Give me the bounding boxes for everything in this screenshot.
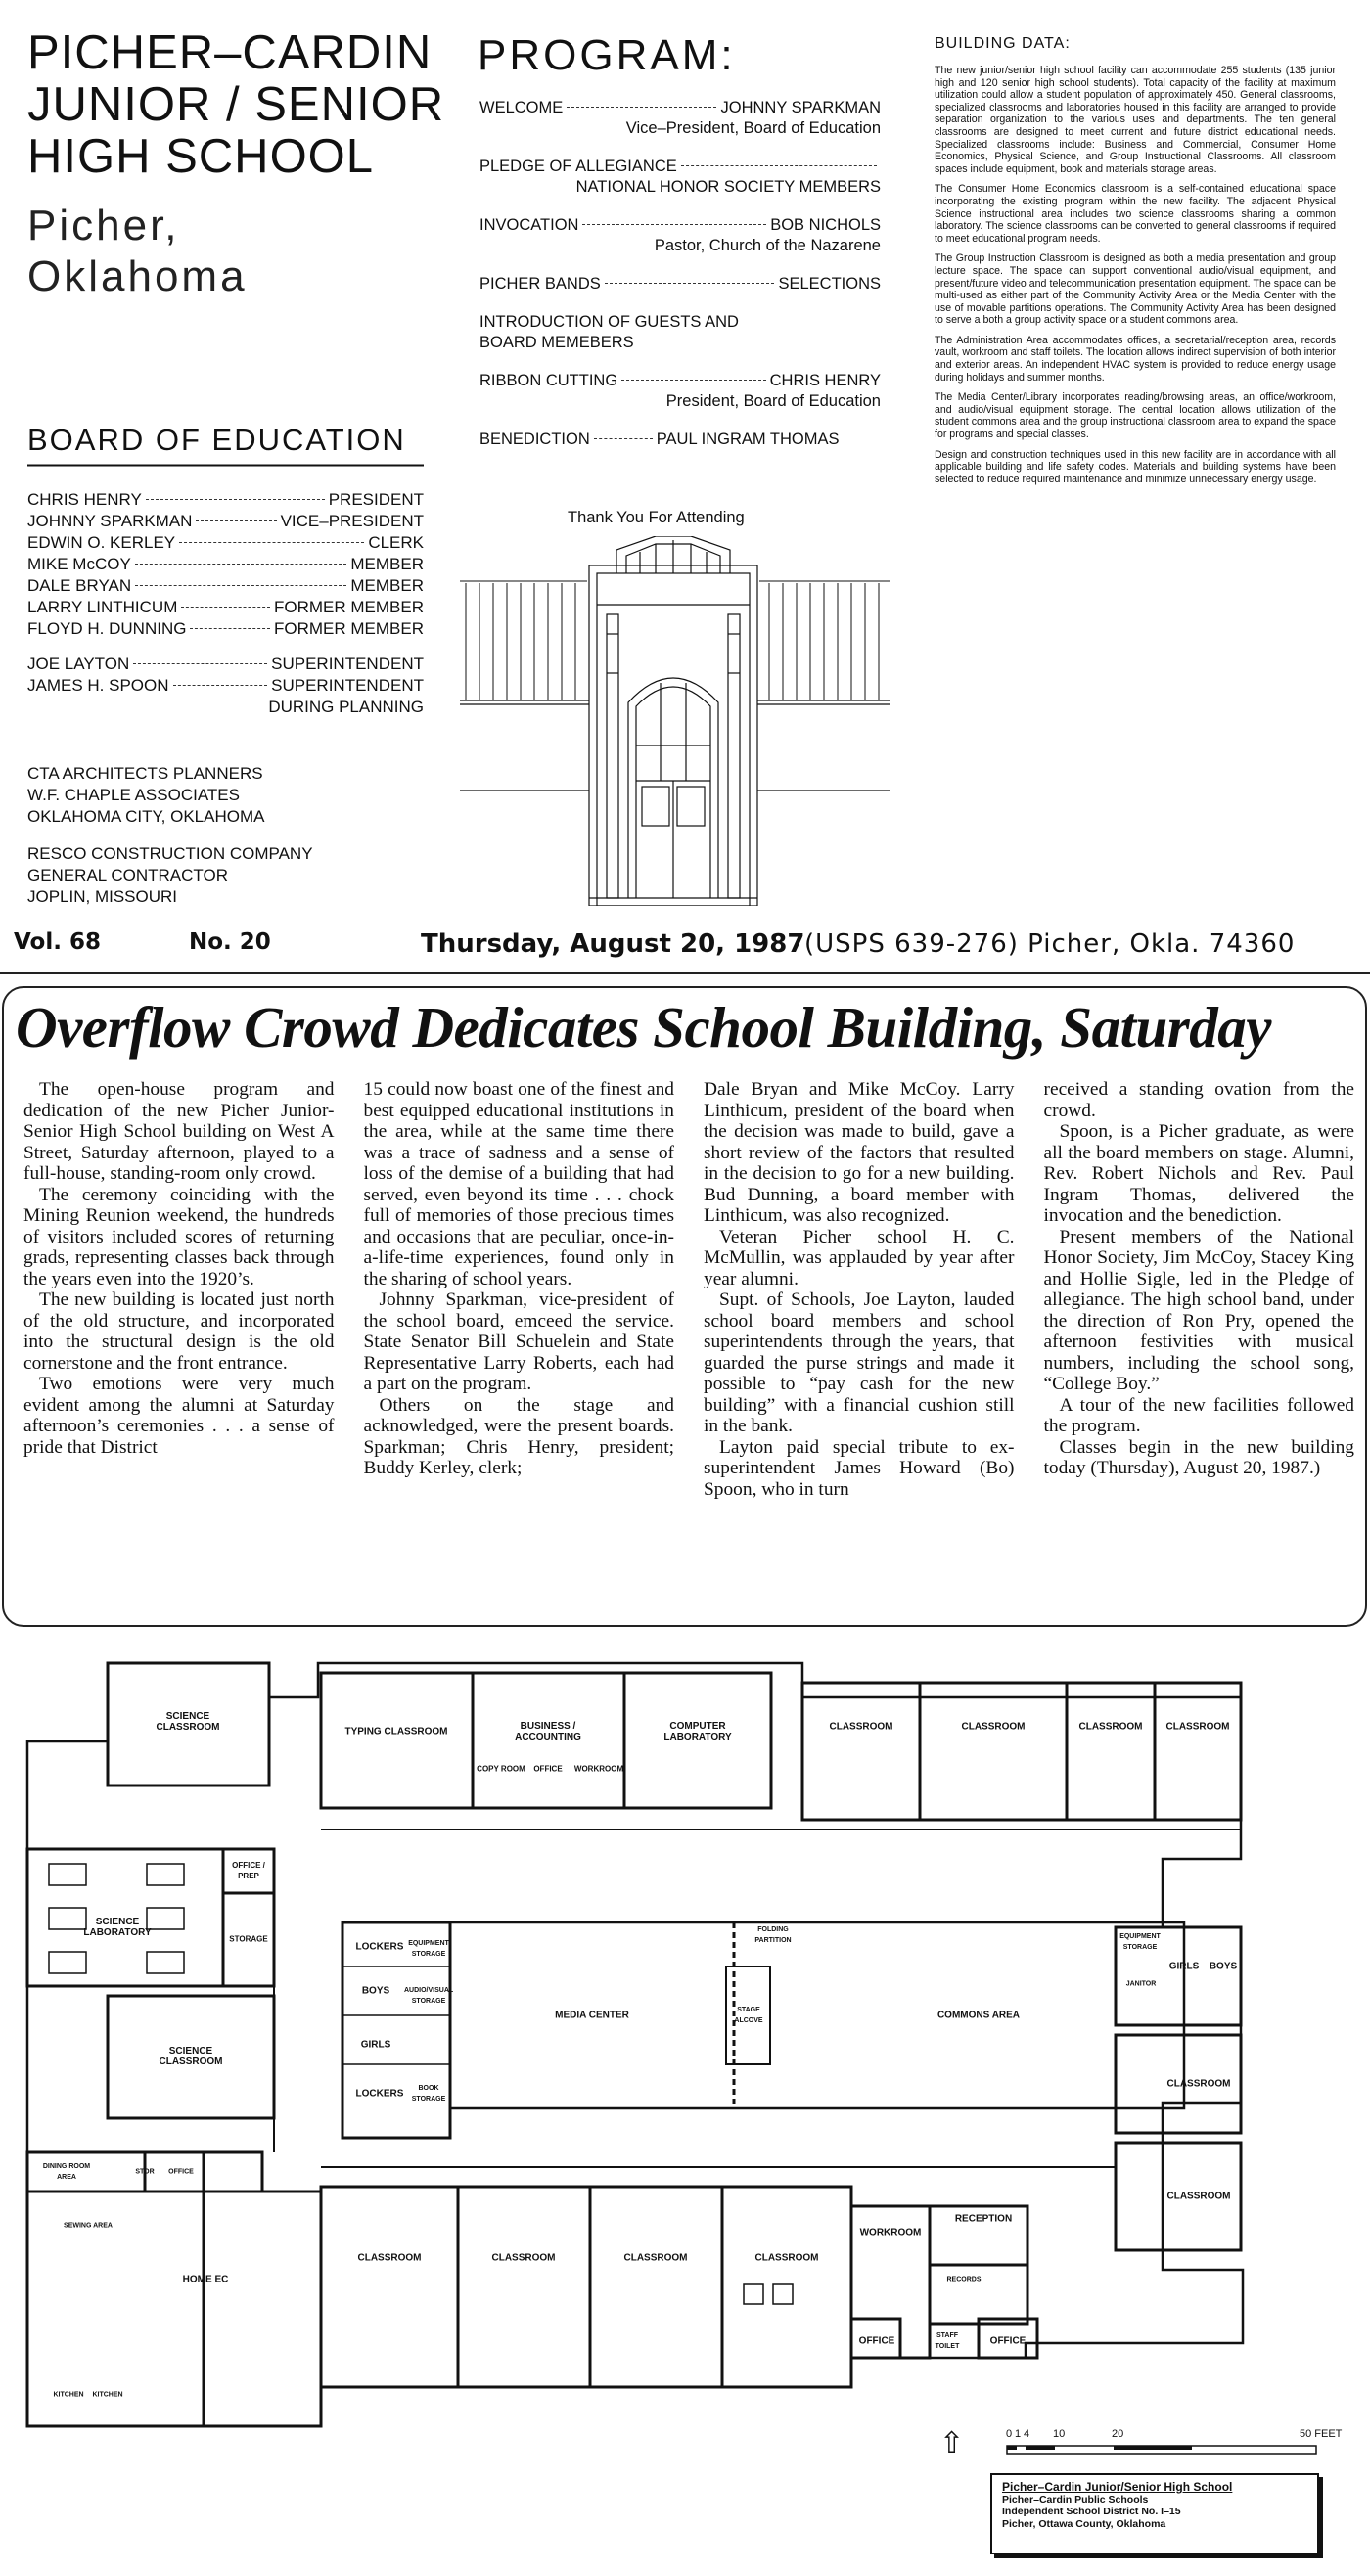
room-label: BOYS — [361, 1985, 390, 1997]
volume-number: Vol. 68 — [14, 929, 101, 955]
room-label: LOCKERS — [355, 2088, 404, 2100]
room-label: SCIENCE CLASSROOM — [159, 2046, 223, 2067]
superintendent-role: SUPERINTENDENT — [271, 676, 424, 695]
room-label: WORKROOM — [859, 2227, 922, 2238]
member-name: LARRY LINTHICUM — [27, 598, 178, 616]
program-item-sub: BOARD MEMEBERS — [480, 334, 634, 351]
credit-line: W.F. CHAPLE ASSOCIATES — [27, 786, 240, 804]
room-label: OFFICE / PREP — [232, 1861, 265, 1880]
program-item-label: BENEDICTION — [480, 430, 590, 448]
program-item-label: INVOCATION — [480, 216, 579, 234]
scale-tick: 1 — [1015, 2428, 1022, 2440]
member-role: FORMER MEMBER — [274, 619, 424, 638]
program-item-label: PLEDGE OF ALLEGIANCE — [480, 158, 677, 175]
room-label: KITCHEN — [92, 2391, 123, 2399]
credit-line: RESCO CONSTRUCTION COMPANY — [27, 844, 313, 863]
building-data-text — [935, 65, 1336, 493]
scale-tick: 0 — [1006, 2428, 1013, 2440]
room-label: TYPING CLASSROOM — [344, 1726, 448, 1738]
superintendent-name: JAMES H. SPOON — [27, 676, 169, 695]
room-label: HOME EC — [182, 2274, 229, 2285]
scale-tick: 10 — [1053, 2428, 1066, 2440]
article-paragraph: Classes begin in the new building today (Thursday), August 20, 1987.) — [1043, 1436, 1354, 1478]
credit-line: OKLAHOMA CITY, OKLAHOMA — [27, 807, 265, 826]
superintendents-list — [27, 654, 424, 718]
room-label: KITCHEN — [53, 2391, 84, 2399]
masthead-rule — [0, 972, 1370, 974]
member-name: FLOYD H. DUNNING — [27, 619, 187, 638]
building-data-paragraph: The new junior/senior high school facility can accommodate 255 students (135 junior high and 120 senior high school students). Total capacity of the facility at maximum utilization could allow a student population of approximately 450. General classrooms, specialized classrooms and laboratories housed in this facility are arranged to provide separation organization to the various uses and departments. The ten general classrooms are designed to meet current and future district educational needs. Specialized classrooms include: Business and Commercial, Consumer Home Economics, Physical Science, and Group Instructional Classrooms. All classroom spaces include equipment, book and materials storage areas. — [935, 65, 1336, 175]
member-name: EDWIN O. KERLEY — [27, 533, 176, 552]
building-data-heading: BUILDING DATA: — [935, 35, 1071, 52]
board-member-row — [27, 489, 424, 511]
room-label: COMMONS AREA — [936, 2010, 1021, 2021]
member-role: CLERK — [368, 533, 424, 552]
credit-line: GENERAL CONTRACTOR — [27, 866, 228, 884]
program-item — [480, 371, 881, 412]
usps-line: (USPS 639-276) Picher, Okla. 74360 — [804, 929, 1296, 959]
program-list — [480, 98, 881, 468]
member-name: MIKE McCOY — [27, 555, 131, 573]
article-column — [1044, 1079, 1355, 1622]
room-label: JANITOR — [1125, 1980, 1157, 1988]
article-paragraph: Others on the stage and acknowledged, were the present boards. Sparkman; Chris Henry, president; Buddy Kerley, clerk; — [363, 1394, 674, 1478]
school-title-line: JUNIOR / SENIOR — [27, 78, 445, 131]
room-label: CLASSROOM — [357, 2252, 422, 2264]
room-label: RECEPTION — [954, 2213, 1013, 2225]
room-label: COPY ROOM — [477, 1764, 525, 1774]
plan-title-block — [990, 2473, 1319, 2554]
room-label: EQUIPMENT STORAGE — [1119, 1933, 1161, 1951]
room-label: SCIENCE CLASSROOM — [156, 1711, 220, 1733]
article-column — [23, 1079, 335, 1622]
issue-number: No. 20 — [189, 929, 271, 955]
room-label: OFFICE — [858, 2335, 895, 2347]
member-role: PRESIDENT — [328, 490, 424, 509]
program-item-person: CHRIS HENRY — [769, 372, 881, 389]
room-label: STAFF TOILET — [935, 2332, 960, 2350]
city-line: Picher, — [27, 202, 180, 249]
program-item-person: SELECTIONS — [778, 275, 881, 293]
program-item — [480, 98, 881, 139]
article-paragraph: Present members of the National Honor Society, Jim McCoy, Stacey King and Hollie Sigle, led in the Pledge of allegiance. The high school band, under the direction of Ron Pry, opened the afternoon festivities with musical numbers, including the school song, “College Boy.” — [1043, 1226, 1354, 1394]
school-title — [27, 27, 444, 183]
title-block-line: Picher–Cardin Junior/Senior High School — [1002, 2480, 1233, 2494]
room-label: DINING ROOM AREA — [42, 2163, 91, 2181]
article-paragraph: Supt. of Schools, Joe Layton, lauded school board members and school superintendents through the years, that guarded the purse strings and made it possible to “pay cash for the new building” with a financial cushion still in the bank. — [704, 1289, 1015, 1436]
room-label: SEWING AREA — [64, 2222, 113, 2230]
program-item-person: BOB NICHOLS — [770, 216, 881, 234]
article-paragraph: The new building is located just north of the old structure, and incorporated into the structural design is the old cornerstone and the front entrance. — [23, 1289, 335, 1374]
program-item-person: JOHNNY SPARKMAN — [720, 99, 881, 116]
room-label: OFFICE — [989, 2335, 1027, 2347]
title-block-line: Picher–Cardin Public Schools — [1002, 2493, 1149, 2506]
room-label: MEDIA CENTER — [555, 2010, 629, 2021]
news-article — [2, 986, 1367, 1627]
article-paragraph: A tour of the new facilities followed the program. — [1043, 1394, 1354, 1436]
article-paragraph: Two emotions were very much evident among the alumni at Saturday afternoon’s ceremonies . . . a sense of pride that District — [23, 1374, 335, 1458]
article-paragraph: received a standing ovation from the crowd. — [1043, 1079, 1354, 1121]
room-label: FOLDING PARTITION — [754, 1926, 792, 1944]
building-data-paragraph: The Media Center/Library incorporates reading/browsing areas, an office/workroom, and audio/visual equipment storage. The central location allows utilization of the student commons area and the group instructional classroom area to expand the space for programs and special classes. — [935, 391, 1336, 441]
board-member-row — [27, 618, 424, 640]
room-label: GIRLS — [1168, 1961, 1200, 1972]
room-label: CLASSROOM — [491, 2252, 556, 2264]
article-paragraph: The ceremony coinciding with the Mining Reunion weekend, the hundreds of visitors included scores of returning grads, representing classes back through the years even into the 1920’s. — [23, 1184, 335, 1289]
room-label: STOR — [135, 2168, 155, 2176]
thank-you-note: Thank You For Attending — [568, 509, 745, 526]
article-paragraph: 15 could now boast one of the finest and best equipped educational institutions in the area, while at the same time there was a trace of sadness and a sense of loss of the demise of a building that had served, even beyond its time . . . chock full of memories of those precious times and occasions that are peculiar, once-in-a-life-time experiences, found only in the sharing of school years. — [363, 1079, 674, 1289]
scale-bar — [1006, 2444, 1319, 2456]
program-item-label: PICHER BANDS — [480, 275, 601, 293]
room-label: EQUIPMENT STORAGE — [408, 1940, 449, 1958]
article-paragraph: Spoon, is a Picher graduate, as were all the board members on stage. Alumni, Rev. Robert Nichols and Rev. Paul Ingram Thomas, delivered the invocation and the benediction. — [1043, 1121, 1354, 1226]
contractor-credit — [27, 843, 313, 908]
room-label: STAGE ALCOVE — [734, 2007, 763, 2024]
floor-plan — [0, 1644, 1370, 2576]
program-item-sub: NATIONAL HONOR SOCIETY MEMBERS — [575, 178, 881, 196]
school-title-line: PICHER–CARDIN — [27, 26, 433, 79]
article-paragraph: Johnny Sparkman, vice-president of the school board, emceed the service. State Senator Bill Schuelein and State Representative Larry Roberts, each had a part on the program. — [363, 1289, 674, 1394]
room-label: SCIENCE LABORATORY — [83, 1917, 152, 1938]
program-item-sub: Pastor, Church of the Nazarene — [654, 237, 881, 254]
program-item — [480, 312, 881, 353]
member-name: DALE BRYAN — [27, 576, 132, 595]
program-heading: PROGRAM: — [478, 31, 736, 79]
program-item-sub: Vice–President, Board of Education — [625, 119, 881, 137]
room-label: BUSINESS / ACCOUNTING — [515, 1721, 581, 1742]
article-columns — [23, 1079, 1354, 1622]
board-heading: BOARD OF EDUCATION — [27, 423, 406, 457]
superintendent-name: JOE LAYTON — [27, 655, 130, 673]
room-label: OFFICE — [533, 1764, 563, 1774]
room-label: LOCKERS — [355, 1941, 404, 1953]
member-role: MEMBER — [350, 555, 424, 573]
room-label: OFFICE — [168, 2168, 194, 2176]
school-title-line: HIGH SCHOOL — [27, 130, 375, 183]
title-block-line: Picher, Ottawa County, Oklahoma — [1002, 2517, 1166, 2530]
during-planning-note: DURING PLANNING — [268, 698, 424, 716]
program-item — [480, 157, 881, 198]
room-label: RECORDS — [946, 2276, 982, 2283]
floor-plan-drawing — [0, 1644, 1370, 2576]
superintendent-row — [27, 675, 424, 697]
building-data-paragraph: Design and construction techniques used in this new facility are in accordance with all applicable building and life safety codes. Materials and building systems have been selected to reduce required maintenance and minimize unnecessary energy usage. — [935, 448, 1336, 485]
credit-line: JOPLIN, MISSOURI — [27, 887, 178, 906]
member-role: MEMBER — [350, 576, 424, 595]
board-member-row — [27, 597, 424, 618]
superintendent-row — [27, 654, 424, 675]
program-item-person: PAUL INGRAM THOMAS — [656, 430, 840, 448]
room-label: CLASSROOM — [1166, 2191, 1231, 2202]
superintendent-role: SUPERINTENDENT — [271, 655, 424, 673]
scale-tick: 4 — [1024, 2428, 1030, 2440]
school-city — [27, 201, 248, 302]
room-label: GIRLS — [360, 2039, 391, 2051]
program-item — [480, 215, 881, 256]
program-item-label: WELCOME — [480, 99, 564, 116]
room-label: CLASSROOM — [1078, 1721, 1143, 1733]
member-role: VICE–PRESIDENT — [280, 512, 424, 530]
room-label: CLASSROOM — [961, 1721, 1026, 1733]
room-label: CLASSROOM — [754, 2252, 819, 2264]
room-label: CLASSROOM — [829, 1721, 893, 1733]
program-item — [480, 429, 881, 450]
newspaper-masthead — [0, 929, 1370, 969]
room-label: CLASSROOM — [623, 2252, 688, 2264]
north-arrow-icon: ⇧ — [939, 2427, 965, 2460]
room-label: BOOK STORAGE — [411, 2085, 446, 2102]
article-paragraph: The open-house program and dedication of the new Picher Junior-Senior High School building on West A Street, Saturday afternoon, played to a full-house, standing-room only crowd. — [23, 1079, 335, 1184]
article-headline: Overflow Crowd Dedicates School Building, Saturday — [16, 995, 1271, 1060]
board-heading-rule — [27, 464, 424, 467]
member-name: JOHNNY SPARKMAN — [27, 512, 193, 530]
room-label: CLASSROOM — [1165, 1721, 1230, 1733]
article-paragraph: Layton paid special tribute to ex-superintendent James Howard (Bo) Spoon, who in turn — [704, 1436, 1015, 1500]
room-label: COMPUTER LABORATORY — [663, 1721, 732, 1742]
article-column — [364, 1079, 675, 1622]
building-data-paragraph: The Consumer Home Economics classroom is a self-contained educational space incorporating the existing program within the new facility. The adjacent Physical Science instructional area includes two science classrooms sharing a common laboratory. The science classrooms can be converted to general classrooms if required to meet educational program needs. — [935, 183, 1336, 245]
member-name: CHRIS HENRY — [27, 490, 142, 509]
room-label: CLASSROOM — [1166, 2078, 1231, 2090]
article-column — [704, 1079, 1015, 1622]
room-label: WORKROOM — [573, 1764, 624, 1774]
board-member-row — [27, 511, 424, 532]
room-label: STORAGE — [229, 1934, 268, 1944]
building-data-paragraph: The Administration Area accommodates offices, a secretarial/reception area, records vault, workroom and staff toilets. The location allows indirect supervision of both interior and exterior areas. An independent HVAC system is provided to reduce energy usage during holidays and summer months. — [935, 334, 1336, 384]
article-paragraph: Dale Bryan and Mike McCoy. Larry Linthicum, president of the board when the decision was made to build, gave a short review of the factors that resulted in the decision to go for a new building. Bud Dunning, a board member with Linthicum, was also recognized. — [704, 1079, 1015, 1226]
room-label: BOYS — [1209, 1961, 1238, 1972]
program-section — [0, 0, 1370, 959]
scale-tick: 20 — [1112, 2428, 1124, 2440]
scale-tick: 50 FEET — [1300, 2428, 1343, 2440]
article-paragraph: Veteran Picher school H. C. McMullin, was applauded by year after year alumni. — [704, 1226, 1015, 1289]
board-members-list — [27, 489, 424, 640]
program-item — [480, 274, 881, 294]
program-item-sub: President, Board of Education — [665, 392, 881, 410]
credit-line: CTA ARCHITECTS PLANNERS — [27, 764, 263, 783]
board-member-row — [27, 554, 424, 575]
board-member-row — [27, 575, 424, 597]
program-item-label: RIBBON CUTTING — [480, 372, 618, 389]
building-data-paragraph: The Group Instruction Classroom is designed as both a media presentation and group lecture space. The space can support conventional audio/visual equipment, and present/future video and telecommunication presentation equipment. The space can be multi-used as either part of the Community Activity Area or the Media Center with the use of movable partitions operations. The Community Activity Area has been designed to serve a both a group activity space or a student commons area. — [935, 252, 1336, 327]
room-label: AUDIO/VISUAL STORAGE — [404, 1987, 454, 2005]
program-item-label: INTRODUCTION OF GUESTS AND — [480, 313, 739, 331]
member-role: FORMER MEMBER — [274, 598, 424, 616]
building-entrance-drawing — [460, 536, 890, 906]
title-block-line: Independent School District No. I–15 — [1002, 2506, 1181, 2517]
city-line: Oklahoma — [27, 252, 248, 300]
board-member-row — [27, 532, 424, 554]
issue-date: Thursday, August 20, 1987 — [421, 929, 805, 959]
architects-credit — [27, 763, 264, 828]
